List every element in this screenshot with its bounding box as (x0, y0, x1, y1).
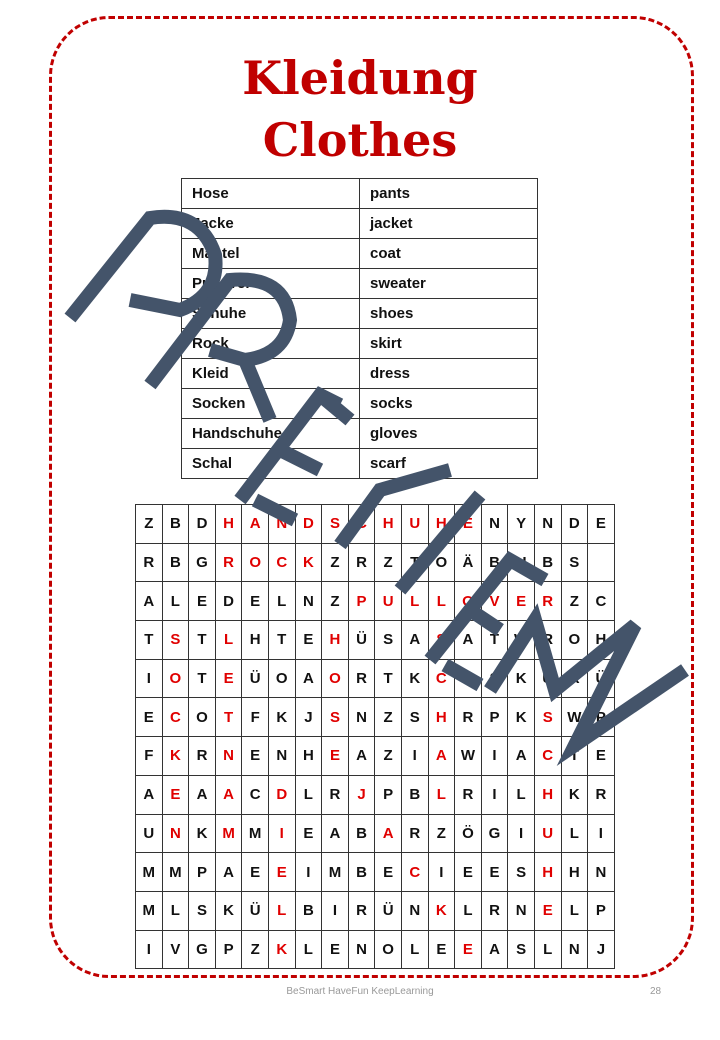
vocab-en: shoes (360, 299, 538, 329)
grid-cell: K (268, 698, 295, 737)
grid-cell: P (588, 698, 615, 737)
grid-cell: R (322, 775, 349, 814)
grid-cell: H (295, 737, 322, 776)
grid-cell: S (481, 659, 508, 698)
grid-cell: S (561, 543, 588, 582)
watermark-letter-v (340, 470, 450, 545)
grid-cell: C (401, 853, 428, 892)
grid-cell: O (189, 698, 216, 737)
grid-cell: I (295, 853, 322, 892)
grid-cell: S (189, 891, 216, 930)
grid-cell: G (481, 814, 508, 853)
vocab-de: Handschuhe (182, 419, 360, 449)
watermark-letter-r (150, 280, 290, 421)
grid-cell: P (375, 775, 402, 814)
grid-cell: A (428, 737, 455, 776)
grid-cell: U (534, 814, 561, 853)
grid-cell: B (348, 814, 375, 853)
grid-cell: Z (322, 543, 349, 582)
grid-cell: A (322, 814, 349, 853)
grid-cell: H (508, 543, 535, 582)
vocab-de: Pullover (182, 269, 360, 299)
vocab-en: gloves (360, 419, 538, 449)
vocab-en: sweater (360, 269, 538, 299)
grid-cell: K (162, 737, 189, 776)
grid-cell: E (242, 853, 269, 892)
grid-cell: C (588, 582, 615, 621)
grid-cell: R (348, 891, 375, 930)
grid-cell: T (401, 543, 428, 582)
grid-cell: O (242, 543, 269, 582)
grid-cell: R (455, 698, 482, 737)
grid-cell: I (322, 891, 349, 930)
vocab-en: scarf (360, 449, 538, 479)
grid-cell: K (189, 814, 216, 853)
grid-cell: M (136, 891, 163, 930)
grid-cell: A (375, 814, 402, 853)
grid-cell: B (481, 543, 508, 582)
grid-cell: R (401, 814, 428, 853)
grid-cell: P (481, 698, 508, 737)
grid-cell: L (162, 582, 189, 621)
grid-cell: T (136, 621, 163, 660)
grid-cell: H (561, 853, 588, 892)
grid-cell: U (375, 582, 402, 621)
grid-cell: E (588, 737, 615, 776)
grid-cell: Z (428, 814, 455, 853)
grid-cell: I (401, 737, 428, 776)
grid-cell: B (162, 505, 189, 544)
grid-cell: R (561, 659, 588, 698)
grid-cell: O (162, 659, 189, 698)
grid-cell: Z (136, 505, 163, 544)
vocab-de: Socken (182, 389, 360, 419)
grid-cell: A (401, 621, 428, 660)
grid-cell: J (348, 775, 375, 814)
grid-cell: E (428, 930, 455, 969)
grid-cell: I (481, 775, 508, 814)
grid-cell: K (268, 930, 295, 969)
grid-cell: T (481, 621, 508, 660)
vocab-de: Kleid (182, 359, 360, 389)
grid-cell: D (189, 505, 216, 544)
grid-cell: N (348, 930, 375, 969)
grid-cell: N (268, 505, 295, 544)
grid-cell: E (455, 853, 482, 892)
grid-cell: S (428, 621, 455, 660)
grid-cell: M (162, 853, 189, 892)
grid-cell: H (375, 505, 402, 544)
grid-cell: E (455, 505, 482, 544)
grid-cell: Ö (455, 814, 482, 853)
grid-cell: C (428, 659, 455, 698)
grid-cell: A (242, 505, 269, 544)
grid-cell: F (136, 737, 163, 776)
grid-cell: C (242, 775, 269, 814)
grid-cell: O (375, 930, 402, 969)
grid-cell: N (348, 698, 375, 737)
vocab-de: Schuhe (182, 299, 360, 329)
vocab-de: Hose (182, 179, 360, 209)
grid-cell: H (588, 621, 615, 660)
grid-cell: L (428, 582, 455, 621)
grid-cell: L (295, 775, 322, 814)
grid-cell: M (242, 814, 269, 853)
grid-cell: O (322, 659, 349, 698)
grid-cell: E (268, 853, 295, 892)
grid-cell: M (215, 814, 242, 853)
grid-cell: N (508, 891, 535, 930)
grid-cell: N (401, 891, 428, 930)
grid-cell: L (561, 891, 588, 930)
grid-cell: W (508, 621, 535, 660)
grid-cell: S (322, 698, 349, 737)
grid-cell: K (508, 698, 535, 737)
grid-cell: E (162, 775, 189, 814)
grid-cell: Y (508, 505, 535, 544)
footer-text: BeSmart HaveFun KeepLearning (286, 986, 434, 997)
grid-cell: T (375, 659, 402, 698)
grid-cell: E (242, 737, 269, 776)
grid-cell: H (215, 505, 242, 544)
vocab-de: Jacke (182, 209, 360, 239)
grid-cell: A (481, 930, 508, 969)
grid-cell: N (268, 737, 295, 776)
grid-cell: N (481, 505, 508, 544)
grid-cell: L (508, 775, 535, 814)
grid-cell: E (295, 814, 322, 853)
grid-cell: I (481, 737, 508, 776)
watermark-letter-p (70, 217, 216, 318)
grid-cell: U (401, 505, 428, 544)
grid-cell: L (215, 621, 242, 660)
grid-cell: A (348, 737, 375, 776)
grid-cell: R (136, 543, 163, 582)
grid-cell: T (189, 621, 216, 660)
grid-cell: L (428, 775, 455, 814)
grid-cell: H (534, 775, 561, 814)
grid-cell: E (215, 659, 242, 698)
grid-cell: U (455, 659, 482, 698)
grid-cell: L (561, 814, 588, 853)
grid-cell: Z (375, 543, 402, 582)
grid-cell: O (268, 659, 295, 698)
grid-cell: A (189, 775, 216, 814)
grid-cell: H (428, 505, 455, 544)
grid-cell: N (215, 737, 242, 776)
grid-cell: B (348, 853, 375, 892)
grid-cell: N (295, 582, 322, 621)
grid-cell: I (136, 659, 163, 698)
grid-cell: S (508, 853, 535, 892)
grid-cell: Z (375, 698, 402, 737)
title-english: Clothes (262, 113, 458, 167)
grid-cell: G (189, 930, 216, 969)
grid-cell: I (136, 930, 163, 969)
grid-cell: A (295, 659, 322, 698)
grid-cell: R (455, 775, 482, 814)
grid-cell: K (401, 659, 428, 698)
grid-cell: E (242, 582, 269, 621)
grid-cell: K (428, 891, 455, 930)
grid-cell: V (162, 930, 189, 969)
grid-cell: P (189, 853, 216, 892)
grid-cell: T (215, 698, 242, 737)
grid-cell: G (189, 543, 216, 582)
grid-cell: B (162, 543, 189, 582)
grid-cell: E (375, 853, 402, 892)
grid-cell: Ü (242, 891, 269, 930)
grid-cell: P (348, 582, 375, 621)
grid-cell: O (428, 543, 455, 582)
grid-cell: N (561, 930, 588, 969)
grid-cell: L (295, 930, 322, 969)
watermark-letter-e (240, 395, 350, 520)
title-german: Kleidung (242, 51, 478, 105)
page-number: 28 (650, 986, 662, 997)
grid-cell: U (136, 814, 163, 853)
grid-cell: P (588, 891, 615, 930)
grid-cell: E (534, 891, 561, 930)
grid-cell: M (136, 853, 163, 892)
grid-cell: O (561, 621, 588, 660)
grid-cell: E (508, 582, 535, 621)
vocab-de: Rock (182, 329, 360, 359)
grid-cell: E (189, 582, 216, 621)
grid-cell: H (242, 621, 269, 660)
grid-cell: Ü (375, 891, 402, 930)
grid-cell: I (268, 814, 295, 853)
grid-cell: K (508, 659, 535, 698)
watermark-letter-i (400, 495, 480, 590)
grid-cell: S (322, 505, 349, 544)
grid-cell: N (534, 505, 561, 544)
grid-cell: E (322, 737, 349, 776)
grid-cell: B (534, 543, 561, 582)
grid-cell: S (401, 698, 428, 737)
grid-cell: R (481, 891, 508, 930)
grid-cell: D (215, 582, 242, 621)
grid-cell: E (322, 930, 349, 969)
grid-cell: H (322, 621, 349, 660)
grid-cell: C (348, 505, 375, 544)
grid-cell: I (588, 814, 615, 853)
vocab-en: coat (360, 239, 538, 269)
grid-cell: O (455, 582, 482, 621)
grid-cell: E (588, 505, 615, 544)
watermark-letter-w (490, 620, 685, 745)
vocab-en: dress (360, 359, 538, 389)
grid-cell: R (534, 582, 561, 621)
grid-cell: R (534, 621, 561, 660)
grid-cell: L (401, 930, 428, 969)
grid-cell: L (455, 891, 482, 930)
grid-cell: R (348, 543, 375, 582)
grid-cell: R (348, 659, 375, 698)
grid-cell: Ü (588, 659, 615, 698)
grid-cell: A (136, 582, 163, 621)
grid-cell: E (136, 698, 163, 737)
vocab-de: Schal (182, 449, 360, 479)
grid-cell: Z (561, 582, 588, 621)
grid-cell: P (215, 930, 242, 969)
grid-cell: E (455, 930, 482, 969)
grid-cell: Z (375, 737, 402, 776)
grid-cell: B (295, 891, 322, 930)
grid-cell: D (268, 775, 295, 814)
grid-cell: A (215, 853, 242, 892)
grid-cell: Ü (348, 621, 375, 660)
grid-cell: L (401, 582, 428, 621)
grid-cell: R (215, 543, 242, 582)
grid-cell: C (534, 737, 561, 776)
grid-cell: U (534, 659, 561, 698)
grid-cell: N (588, 853, 615, 892)
grid-cell: M (322, 853, 349, 892)
vocab-en: socks (360, 389, 538, 419)
vocab-de: Mantel (182, 239, 360, 269)
grid-cell: D (295, 505, 322, 544)
grid-cell: A (215, 775, 242, 814)
grid-cell: A (508, 737, 535, 776)
vocab-en: skirt (360, 329, 538, 359)
grid-cell: R (189, 737, 216, 776)
grid-cell: F (242, 698, 269, 737)
grid-cell: Z (322, 582, 349, 621)
grid-cell: Z (242, 930, 269, 969)
grid-cell: K (561, 775, 588, 814)
grid-cell: T (268, 621, 295, 660)
grid-cell: L (534, 930, 561, 969)
grid-cell: T (561, 737, 588, 776)
grid-cell: J (588, 930, 615, 969)
grid-cell: H (534, 853, 561, 892)
grid-cell: H (428, 698, 455, 737)
grid-cell: C (268, 543, 295, 582)
grid-cell: L (162, 891, 189, 930)
grid-cell: Ä (455, 543, 482, 582)
grid-cell: E (481, 853, 508, 892)
grid-cell: I (508, 814, 535, 853)
vocab-en: pants (360, 179, 538, 209)
grid-cell: C (162, 698, 189, 737)
grid-cell: Ü (242, 659, 269, 698)
grid-cell: S (534, 698, 561, 737)
grid-cell: E (295, 621, 322, 660)
grid-cell: B (401, 775, 428, 814)
grid-cell: W (561, 698, 588, 737)
grid-cell: T (189, 659, 216, 698)
grid-cell: A (136, 775, 163, 814)
grid-cell: A (455, 621, 482, 660)
grid-cell: L (268, 582, 295, 621)
grid-cell: W (455, 737, 482, 776)
grid-cell: S (162, 621, 189, 660)
grid-cell: J (295, 698, 322, 737)
grid-cell: R (588, 775, 615, 814)
grid-cell: I (428, 853, 455, 892)
grid-cell: K (295, 543, 322, 582)
vocab-en: jacket (360, 209, 538, 239)
grid-cell: L (268, 891, 295, 930)
grid-cell: D (561, 505, 588, 544)
grid-cell: V (481, 582, 508, 621)
grid-cell: S (508, 930, 535, 969)
grid-cell: S (375, 621, 402, 660)
grid-cell: N (162, 814, 189, 853)
grid-cell: K (215, 891, 242, 930)
